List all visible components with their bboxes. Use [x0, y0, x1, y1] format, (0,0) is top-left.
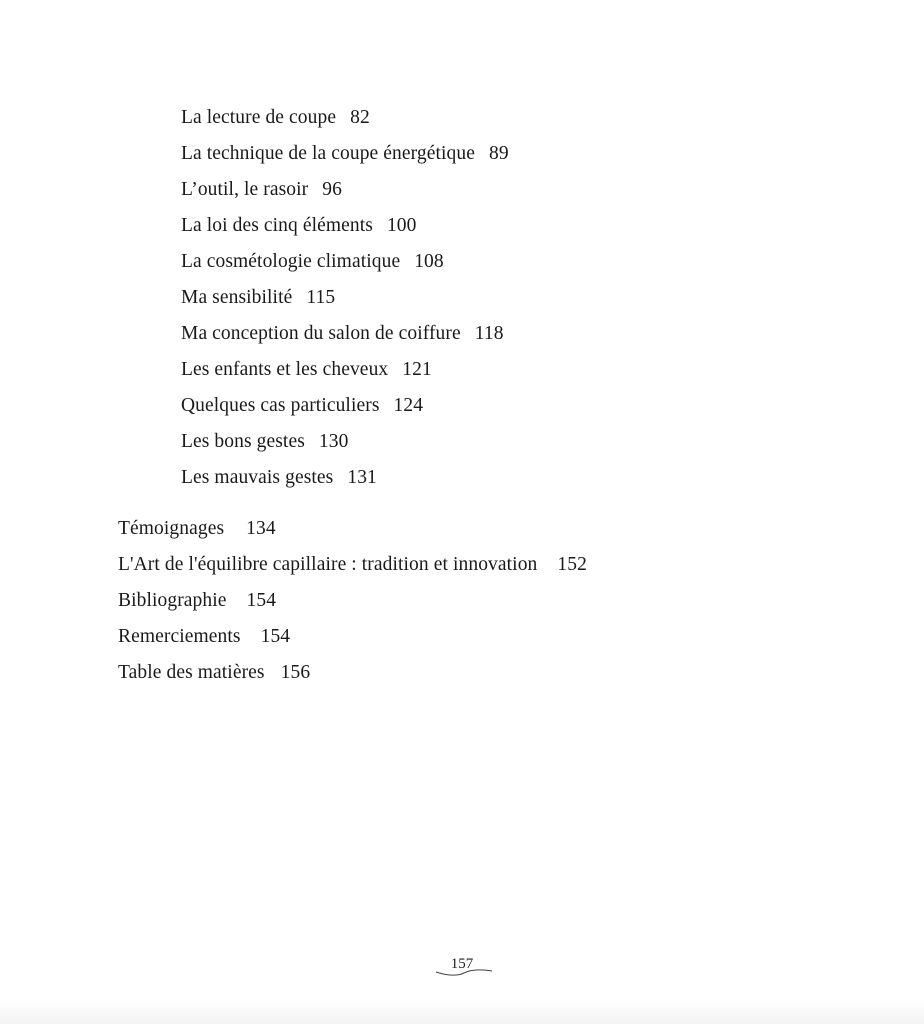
toc-entry-page: 118	[474, 323, 504, 344]
toc-entry-title: L’outil, le rasoir	[181, 179, 309, 200]
toc-entry-page: 131	[347, 467, 377, 488]
toc-entry-page: 82	[350, 107, 370, 128]
toc-subentry	[181, 322, 504, 346]
toc-entry-page: 121	[402, 359, 432, 380]
toc-entry-page: 154	[246, 590, 277, 611]
toc-subentry	[181, 394, 423, 418]
page-bottom-shadow	[0, 1000, 924, 1024]
toc-entry-page: 154	[260, 626, 291, 647]
toc-entry	[118, 661, 310, 685]
toc-subentry	[181, 466, 377, 490]
toc-entry-page: 152	[557, 554, 587, 575]
page-number: 157	[450, 956, 474, 972]
toc-entry-page: 134	[246, 518, 276, 539]
toc-entry-title: La cosmétologie climatique	[181, 251, 401, 272]
toc-entry-title: Remerciements	[118, 626, 241, 647]
toc-subentry	[181, 358, 432, 382]
flourish-ornament-icon	[434, 966, 494, 978]
toc-entry-title: La loi des cinq éléments	[181, 215, 373, 236]
toc-subentry	[181, 214, 417, 238]
toc-entry-page: 108	[414, 251, 444, 272]
toc-entry-page: 156	[280, 662, 311, 683]
toc-entry	[118, 553, 587, 577]
toc-subentry	[181, 250, 444, 274]
toc-subentry	[181, 430, 348, 454]
toc-subentry	[181, 106, 370, 130]
toc-subentry	[181, 286, 335, 310]
toc-entry-page: 130	[318, 431, 349, 452]
toc-entry-page: 124	[393, 395, 424, 416]
toc-entry	[118, 589, 276, 613]
toc-entry-title: Les bons gestes	[181, 431, 305, 452]
toc-entry-title: Les mauvais gestes	[181, 467, 334, 488]
toc-entry-title: Table des matières	[118, 662, 265, 683]
toc-entry	[118, 625, 290, 649]
toc-entry-title: Quelques cas particuliers	[181, 395, 380, 416]
toc-subentry	[181, 142, 509, 166]
toc-subentry	[181, 178, 342, 202]
toc-entry-page: 89	[488, 143, 509, 164]
toc-entry-page: 100	[386, 215, 417, 236]
toc-entry-title: Ma sensibilité	[181, 287, 293, 308]
toc-entry-title: Bibliographie	[118, 590, 227, 611]
toc-entry-title: Les enfants et les cheveux	[181, 359, 389, 380]
toc-entry-title: Témoignages	[118, 518, 225, 539]
toc-entry	[118, 517, 276, 541]
toc-entry-title: L'Art de l'équilibre capillaire : tradition et innovation	[118, 554, 538, 575]
toc-entry-title: Ma conception du salon de coiffure	[181, 323, 461, 344]
toc-entry-page: 115	[306, 287, 336, 308]
toc-entry-page: 96	[322, 179, 342, 200]
toc-entry-title: La technique de la coupe énergétique	[181, 143, 475, 164]
toc-entry-title: La lecture de coupe	[181, 107, 337, 128]
